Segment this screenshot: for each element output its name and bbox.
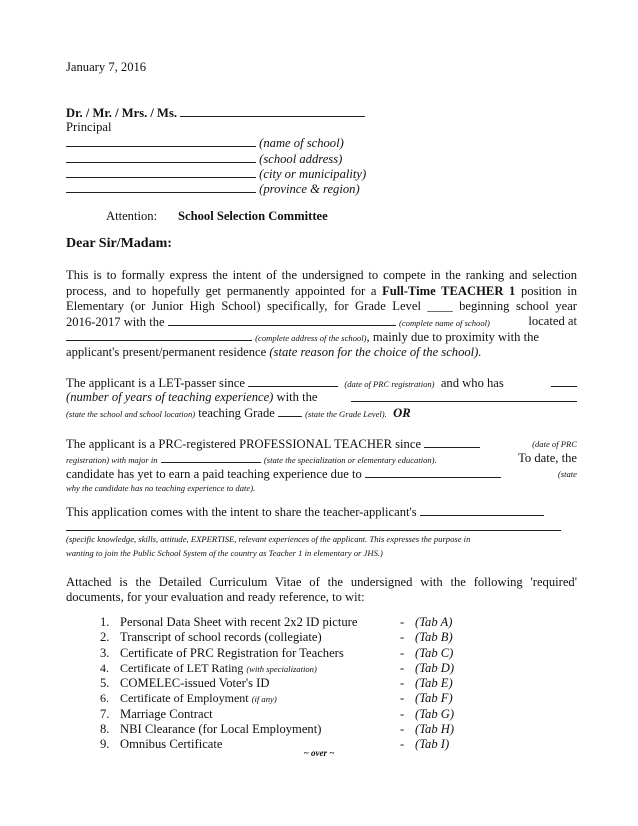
p1-line-4: 2016-2017 with the (complete name of school) located at	[66, 314, 577, 329]
address-field-province	[66, 181, 360, 197]
p3-line-4: why the candidate has no teaching experience to date).	[66, 483, 256, 493]
share-blank	[420, 504, 544, 516]
list-item: 6. Certificate of Employment (if any) - (Tab F)	[100, 691, 453, 706]
attention-value: School Selection Committee	[178, 209, 328, 223]
address-field-label: (city or municipality)	[259, 167, 367, 181]
list-item: 8. NBI Clearance (for Local Employment) - (Tab H)	[100, 722, 455, 737]
position-applied: Full-Time TEACHER 1	[382, 284, 516, 298]
tab-label: (Tab I)	[415, 737, 450, 752]
reason-blank	[365, 466, 501, 478]
p1-line-3: Elementary (or Junior High School) specifically, for Grade Level ____ beginning school year	[66, 299, 577, 313]
attachments-list	[100, 615, 460, 753]
p1-line-1: This is to formally express the intent of the undersigned to compete in the ranking and selection	[66, 268, 577, 282]
hint-specialization: (state the specialization or elementary education).	[263, 455, 437, 465]
p5-line-2: documents, for your evaluation and ready reference, to wit:	[66, 590, 365, 604]
hint-school-location: (state the school and school location)	[66, 409, 196, 419]
hint-complete-name: (complete name of school)	[398, 318, 490, 328]
p2-line-2: (number of years of teaching experience) with the	[66, 390, 577, 405]
province-blank	[66, 181, 256, 193]
addressee-title: Principal	[66, 120, 112, 134]
list-item: 5. COMELEC-issued Voter's ID - (Tab E)	[100, 676, 453, 691]
hint-grade-level: (state the Grade Level).	[305, 409, 387, 419]
list-item: 9. Omnibus Certificate - (Tab I)	[100, 737, 450, 752]
tab-label: (Tab G)	[415, 706, 455, 721]
hint-registration-major: registration) with major in	[66, 455, 158, 465]
page-footer: ~ over ~	[303, 748, 335, 758]
tab-label: (Tab H)	[415, 722, 455, 737]
list-item: 4. Certificate of LET Rating (with specialization) - (Tab D)	[100, 660, 455, 675]
hint-complete-address: (complete address of the school)	[255, 333, 367, 343]
list-item: 1. Personal Data Sheet with recent 2x2 ID picture - (Tab A)	[100, 615, 453, 629]
hint-prc-date: (date of PRC registration)	[344, 379, 435, 389]
hint-reason: (state reason for the choice of the school).	[269, 345, 482, 359]
tab-label: (Tab F)	[415, 691, 453, 706]
p5-line-1: Attached is the Detailed Curriculum Vitae of the undersigned with the following 'required'	[66, 575, 577, 589]
address-field-school-name	[66, 135, 344, 151]
tab-label: (Tab A)	[415, 615, 453, 629]
share-blank-line	[66, 519, 561, 531]
p1-line-5: (complete address of the school), mainly due to proximity with the	[66, 329, 577, 345]
attention-label: Attention:	[106, 209, 158, 223]
address-field-label: (school address)	[259, 152, 343, 166]
school-name-blank	[66, 135, 256, 147]
p2-line-1: The applicant is a LET-passer since (date of PRC registration) and who has	[66, 375, 577, 391]
p4-line-1: This application comes with the intent to share the teacher-applicant's	[66, 504, 544, 520]
tab-label: (Tab E)	[415, 676, 453, 691]
p4-line-3: wanting to join the Public School System of the country as Teacher 1 in elementary or JHS.)	[66, 548, 383, 558]
p2-line-3: (state the school and school location) teaching Grade (state the Grade Level). OR	[66, 406, 411, 420]
address-field-label: (province & region)	[259, 182, 360, 196]
p1-line-2: process, and to hopefully get permanently appointed for a Full-Time TEACHER 1 position in	[66, 284, 577, 298]
addressee-name-blank	[180, 105, 365, 117]
hint-prc-date-2: (date of PRC	[532, 439, 577, 449]
addressee-line	[66, 105, 365, 121]
school-address-blank-2	[66, 329, 252, 341]
tab-label: (Tab D)	[415, 660, 455, 675]
greeting: Dear Sir/Madam:	[66, 236, 172, 251]
p3-line-1: The applicant is a PRC-registered PROFESSIONAL TEACHER since (date of PRC	[66, 437, 577, 451]
list-item: 7. Marriage Contract - (Tab G)	[100, 706, 455, 721]
address-field-label: (name of school)	[259, 136, 344, 150]
tab-label: (Tab B)	[415, 630, 453, 645]
or-marker: OR	[393, 406, 411, 420]
let-date-blank	[248, 375, 338, 387]
address-field-school-address	[66, 151, 342, 167]
years-blank	[551, 375, 577, 387]
grade-blank	[278, 405, 302, 417]
p4-line-2: (specific knowledge, skills, attitude, EXPERTISE, relevant experiences of the applicant. This expresses the purpose in	[66, 534, 471, 544]
list-item: 3. Certificate of PRC Registration for Teachers - (Tab C)	[100, 645, 454, 660]
tab-label: (Tab C)	[415, 645, 454, 660]
prof-teacher-date-blank	[424, 436, 480, 448]
school-address-blank	[66, 151, 256, 163]
city-blank	[66, 166, 256, 178]
letter-date: January 7, 2016	[66, 60, 147, 74]
addressee-salutation: Dr. / Mr. / Mrs. / Ms.	[66, 106, 177, 120]
school-name-blank-2	[168, 314, 396, 326]
p3-line-2: registration) with major in (state the specialization or elementary education). To date, the	[66, 451, 577, 465]
list-item: 2. Transcript of school records (collegiate) - (Tab B)	[100, 630, 453, 645]
p1-line-6: applicant's present/permanent residence (state reason for the choice of the school).	[66, 345, 482, 359]
major-blank	[161, 451, 261, 463]
school-blank	[351, 390, 577, 402]
hint-state: (state	[557, 469, 577, 479]
hint-years-experience: (number of years of teaching experience)	[66, 390, 274, 404]
address-field-city	[66, 166, 366, 182]
p3-line-3: candidate has yet to earn a paid teaching experience due to (state	[66, 467, 577, 481]
